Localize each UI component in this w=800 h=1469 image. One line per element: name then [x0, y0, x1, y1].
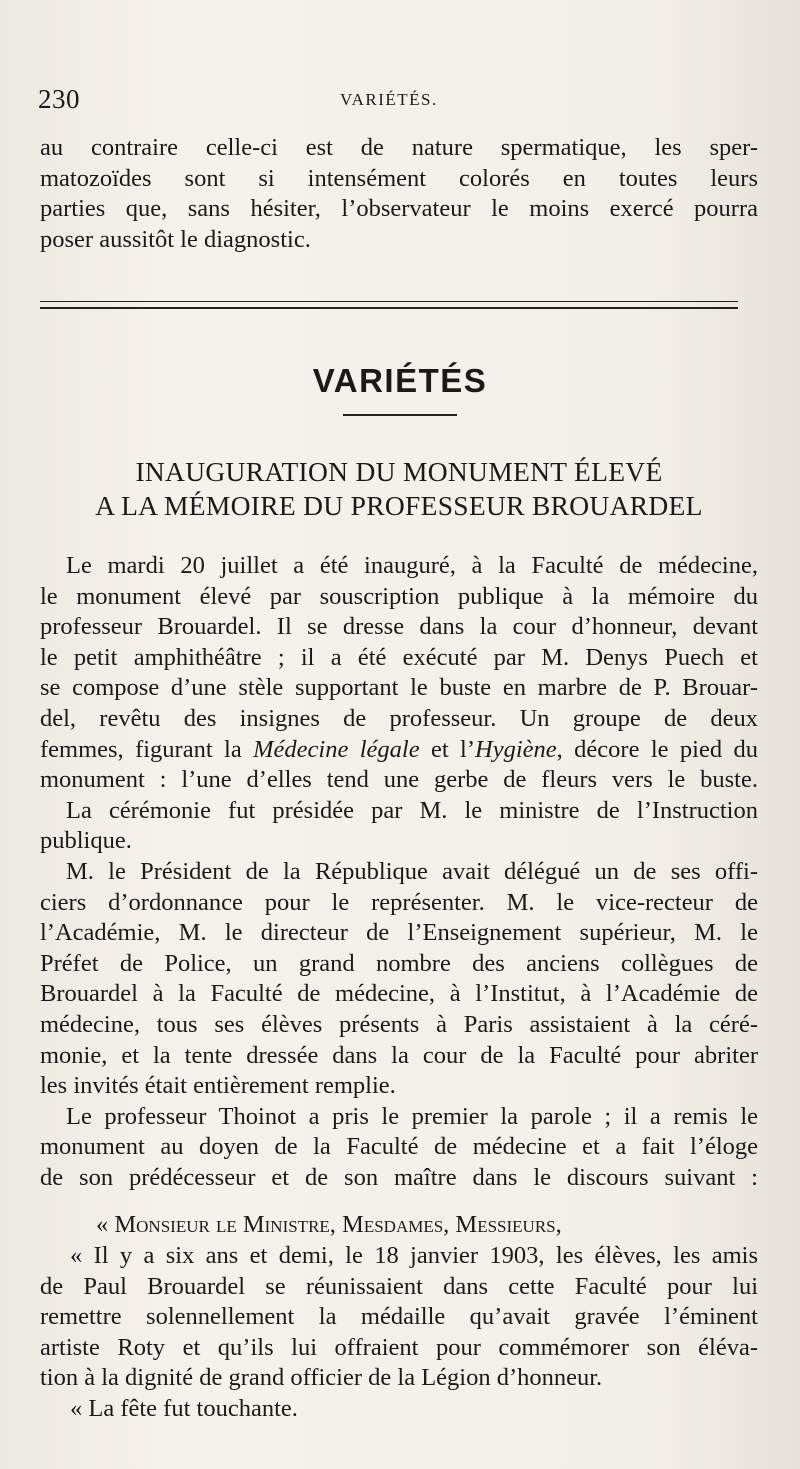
text-line: del, revêtu des insignes de professeur. Un groupe de deux [40, 704, 758, 732]
text-line: Brouardel à la Faculté de médecine, à l’Institut, à l’Académie de [40, 980, 758, 1008]
salutation-text: « Monsieur le Ministre, Mesdames, Messieurs, [96, 1211, 562, 1239]
text-line: les invités était entièrement remplie. [40, 1072, 396, 1100]
article-title [40, 455, 758, 523]
text-line: au contraire celle-ci est de nature spermatique, les sper- [40, 134, 758, 161]
page-number: 230 [38, 84, 80, 114]
divider-thin-rule [40, 301, 738, 302]
text-line: M. le Président de la République avait délégué un de ses offi- [66, 857, 758, 885]
text-line: le monument élevé par souscription publique à la mémoire du [40, 582, 758, 610]
section-title: VARIÉTÉS [312, 362, 488, 399]
text-line: le petit amphithéâtre ; il a été exécuté par M. Denys Puech et [40, 643, 758, 671]
text-line: Le professeur Thoinot a pris le premier la parole ; il a remis le [66, 1102, 758, 1130]
article-body [40, 551, 758, 1425]
text-line: monument au doyen de la Faculté de médecine et a fait l’éloge [40, 1133, 758, 1161]
section-title-rule [343, 414, 457, 416]
text-line: Le mardi 20 juillet a été inauguré, à la Faculté de médecine, [66, 552, 758, 579]
text-line: remettre solennellement la médaille qu’avait gravée l’éminent [40, 1303, 758, 1331]
text-line: médecine, tous ses élèves présents à Paris assistaient à la céré- [40, 1010, 758, 1038]
text-line: monie, et la tente dressée dans la cour de la Faculté pour abriter [40, 1041, 758, 1069]
text-line: « La fête fut touchante. [70, 1395, 298, 1423]
article-title-line-1: INAUGURATION DU MONUMENT ÉLEVÉ [135, 456, 663, 487]
text-line [40, 735, 758, 766]
text-line: publique. [40, 827, 132, 855]
text-fragment: et l’ [419, 735, 476, 763]
article-title-line-2: A LA MÉMOIRE DU PROFESSEUR BROUARDEL [95, 490, 703, 521]
text-line: tion à la dignité de grand officier de la Légion d’honneur. [40, 1364, 603, 1392]
text-line: matozoïdes sont si intensément colorés en toutes leurs [40, 164, 758, 192]
text-line: parties que, sans hésiter, l’observateur le moins exercé pourra [40, 195, 758, 223]
text-line: professeur Brouardel. Il se dresse dans la cour d’honneur, devant [40, 613, 758, 641]
text-line: Préfet de Police, un grand nombre des anciens collègues de [40, 949, 758, 977]
divider-thick-rule [40, 307, 738, 309]
text-line: l’Académie, M. le directeur de l’Enseignement supérieur, M. le [40, 919, 758, 947]
text-line: monument : l’une d’elles tend une gerbe de fleurs vers le buste. [40, 766, 758, 794]
text-line: de Paul Brouardel se réunissaient dans cette Faculté pour lui [40, 1272, 758, 1300]
page-header [38, 84, 758, 118]
text-fragment: femmes, figurant la [40, 735, 254, 763]
text-line: « Il y a six ans et demi, le 18 janvier 1903, les élèves, les amis [70, 1242, 758, 1270]
continuation-paragraph [40, 133, 758, 255]
text-line: poser aussitôt le diagnostic. [40, 225, 311, 253]
italic-term-medecine-legale: Médecine légale [253, 735, 420, 763]
text-line: La cérémonie fut présidée par M. le ministre de l’Instruction [66, 796, 758, 824]
text-fragment: , décore le pied du [556, 735, 758, 763]
section-divider [40, 301, 738, 309]
text-line: ciers d’ordonnance pour le représenter. M. le vice-recteur de [40, 888, 758, 916]
italic-term-hygiene: Hygiène [475, 735, 557, 763]
running-title: VARIÉTÉS. [340, 90, 438, 109]
text-line: se compose d’une stèle supportant le buste en marbre de P. Brouar- [40, 674, 758, 702]
speech-salutation [40, 1210, 758, 1241]
text-line: de son prédécesseur et de son maître dans le discours suivant : [40, 1163, 758, 1191]
text-line: artiste Roty et qu’ils lui offraient pour commémorer son éléva- [40, 1333, 758, 1361]
